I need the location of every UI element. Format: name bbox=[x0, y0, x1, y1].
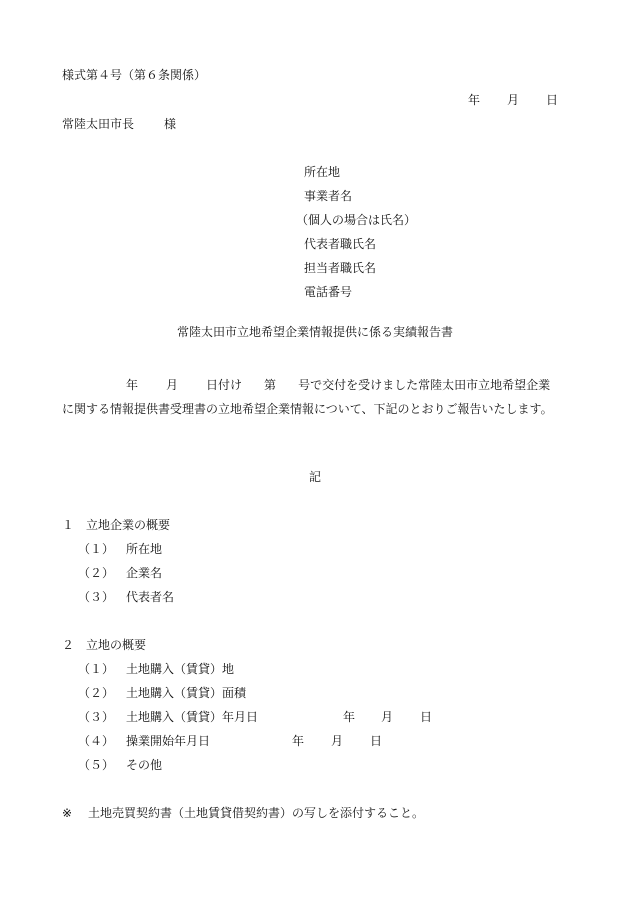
phone-label: 電話番号 bbox=[304, 285, 353, 299]
list-item-label: 土地購入（賃貸）面積 bbox=[126, 686, 247, 700]
list-item-number: （２） bbox=[78, 566, 115, 580]
date-month-label: 月 bbox=[507, 93, 520, 107]
business-name-label: 事業者名 bbox=[304, 189, 353, 203]
attachment-note: 土地売買契約書（土地賃貸借契約書）の写しを添付すること。 bbox=[88, 806, 425, 820]
date-day-label: 日 bbox=[546, 93, 559, 107]
representative-label: 代表者職氏名 bbox=[304, 237, 377, 251]
section1-heading: １ 立地企業の概要 bbox=[62, 518, 171, 532]
list-item-label: その他 bbox=[126, 758, 163, 772]
addressee: 常陸太田市長 bbox=[62, 117, 135, 131]
address-label: 所在地 bbox=[304, 165, 341, 179]
contact-person-label: 担当者職氏名 bbox=[304, 261, 377, 275]
list-item-label: 企業名 bbox=[126, 566, 163, 580]
section2-heading: ２ 立地の概要 bbox=[62, 638, 147, 652]
list-item-number: （１） bbox=[78, 542, 115, 556]
list-item-label: 土地購入（賃貸）年月日 bbox=[126, 710, 259, 724]
ki-label: 記 bbox=[308, 470, 321, 484]
list-item-number: （４） bbox=[78, 734, 115, 748]
note-mark: ※ bbox=[62, 806, 73, 820]
submission-date bbox=[0, 92, 630, 108]
body-day-dated: 日付け bbox=[206, 378, 243, 392]
list-item-label: 土地購入（賃貸）地 bbox=[126, 662, 235, 676]
list-item-label: 所在地 bbox=[126, 542, 163, 556]
date-year-label: 年 bbox=[468, 93, 481, 107]
report-body bbox=[62, 373, 560, 421]
item-day-label: 日 bbox=[370, 734, 383, 748]
list-item-number: （２） bbox=[78, 686, 115, 700]
list-item-label: 代表者名 bbox=[126, 590, 175, 604]
item-year-label: 年 bbox=[343, 710, 356, 724]
list-item-number: （１） bbox=[78, 662, 115, 676]
form-number: 様式第４号（第６条関係） bbox=[62, 68, 207, 82]
item-month-label: 月 bbox=[331, 734, 344, 748]
body-text: 号で交付を受けました常陸太田市立地希望企業に関する情報提供書受理書の立地希望企業情報について、下記のとおりご報告いたします。 bbox=[62, 378, 553, 416]
item-day-label: 日 bbox=[420, 710, 433, 724]
individual-note: （個人の場合は氏名） bbox=[296, 213, 417, 227]
body-number-prefix: 第 bbox=[264, 378, 277, 392]
body-month: 月 bbox=[166, 378, 179, 392]
list-item-number: （３） bbox=[78, 710, 115, 724]
body-year: 年 bbox=[126, 378, 139, 392]
list-item-number: （５） bbox=[78, 758, 115, 772]
honorific: 様 bbox=[164, 117, 177, 131]
list-item-number: （３） bbox=[78, 590, 115, 604]
item-year-label: 年 bbox=[292, 734, 305, 748]
item-month-label: 月 bbox=[381, 710, 394, 724]
list-item-label: 操業開始年月日 bbox=[126, 734, 211, 748]
document-title: 常陸太田市立地希望企業情報提供に係る実績報告書 bbox=[176, 325, 453, 339]
